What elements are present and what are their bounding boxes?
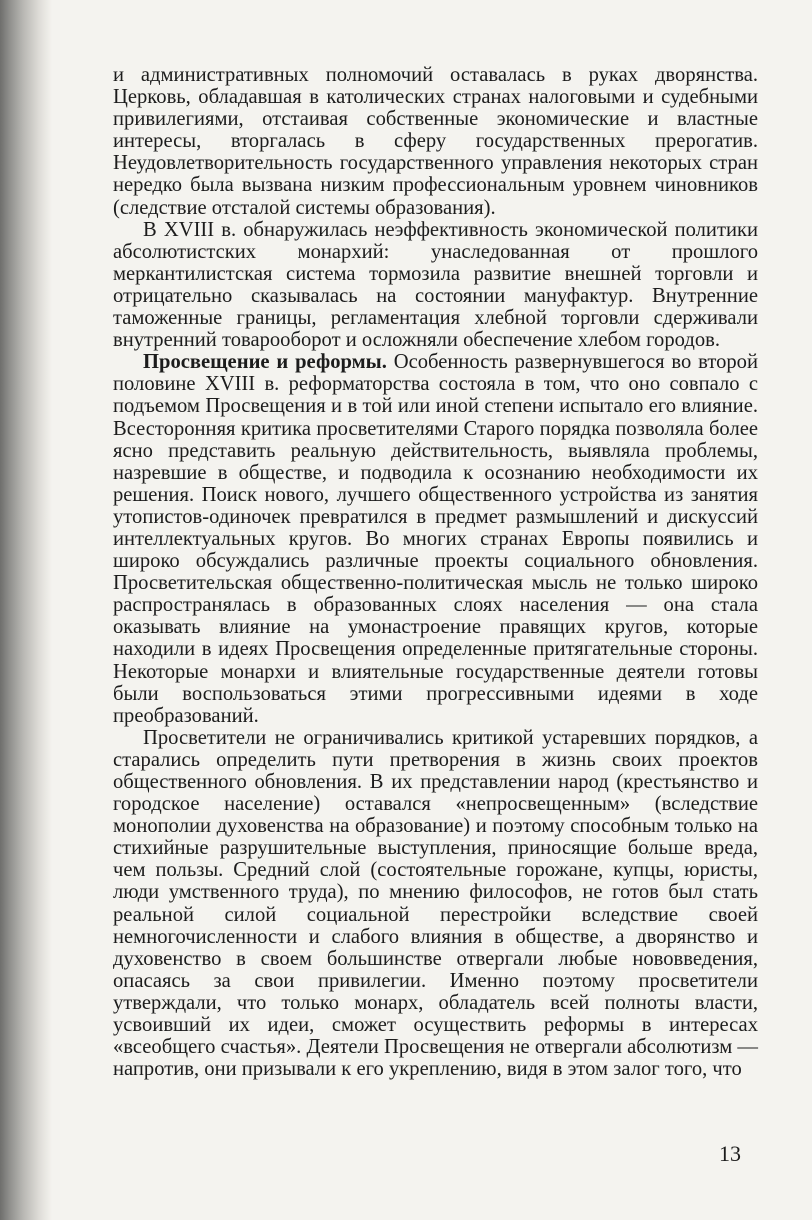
paragraph-enlighteners: Просветители не ограничивались критикой устаревших порядков, а старались определить пути претворения в жизнь своих проектов общественного обновления. В их представлении народ (крестьянство и городское население) оставался «непросвещенным» (вследствие монополии духовенства на образование) и поэтому способным только на стихийные разрушительные выступления, приносящие больше вреда, чем пользы. Средний слой (состоятельные горожане, купцы, юристы, люди умственного труда), по мнению философов, не готов был стать реальной силой социальной перестройки вследствие своей немногочисленности и слабого влияния в обществе, а дворянство и духовенство в своем большинстве отвергали любые нововведения, опасаясь за свои привилегии. Именно поэтому просветители утверждали, что только монарх, обладатель всей полноты власти, усвоивший их идеи, сможет осуществить реформы в интересах «всеобщего счастья». Деятели Просвещения не отвергали абсолютизм — напротив, они призывали к его укреплению, видя в этом залог того, что [113, 726, 758, 1081]
page-number: 13 [719, 1141, 741, 1166]
book-spine-shadow [0, 0, 52, 1220]
section-heading-inline: Просвещение и реформы. [143, 351, 387, 374]
body-text [113, 64, 758, 1080]
paragraph-enlightenment-reforms [113, 351, 758, 727]
paragraph-economic-policy: В XVIII в. обнаружилась неэффективность экономической политики абсолютистских монархий: унаследованная от прошлого меркантилистская система тормозила развитие внешней торговли и отрицательно сказывалась на состоянии мануфактур. Внутренние таможенные границы, регламентация хлебной торговли сдерживали внутренний товарооборот и осложняли обеспечение хлебом городов. [113, 218, 758, 352]
paragraph-continuation: и административных полномочий оставалась в руках дворянства. Церковь, обладавшая в католических странах налоговыми и судебными привилегиями, отстаивая собственные экономические и властные интересы, вторгалась в сферу государственных прерогатив. Неудовлетворительность государственного управления некоторых стран нередко была вызвана низким профессиональным уровнем чиновников (следствие отсталой системы образования). [113, 64, 758, 219]
paragraph-enlightenment-text: Особенность развернувшегося во второй половине XVIII в. реформаторства состояла в том, что оно совпало с подъемом Просвещения и в той или иной степени испытало его влияние. Всесторонняя критика просветителями Старого порядка позволяла более ясно представить реальную действительность, выявляла проблемы, назревшие в обществе, и подводила к осознанию необходимости их решения. Поиск нового, лучшего общественного устройства из занятия утопистов-одиночек превратился в предмет размышлений и дискуссий интеллектуальных кругов. Во многих странах Европы появились и широко обсуждались различные проекты социального обновления. Просветительская общественно-политическая мысль не только широко распространялась в образованных слоях населения — она стала оказывать влияние на умонастроение правящих кругов, которые находили в идеях Просвещения определенные притягательные стороны. Некоторые монархи и влиятельные государственные деятели готовы были воспользоваться этими прогрессивными идеями в ходе преобразований. [113, 351, 758, 727]
